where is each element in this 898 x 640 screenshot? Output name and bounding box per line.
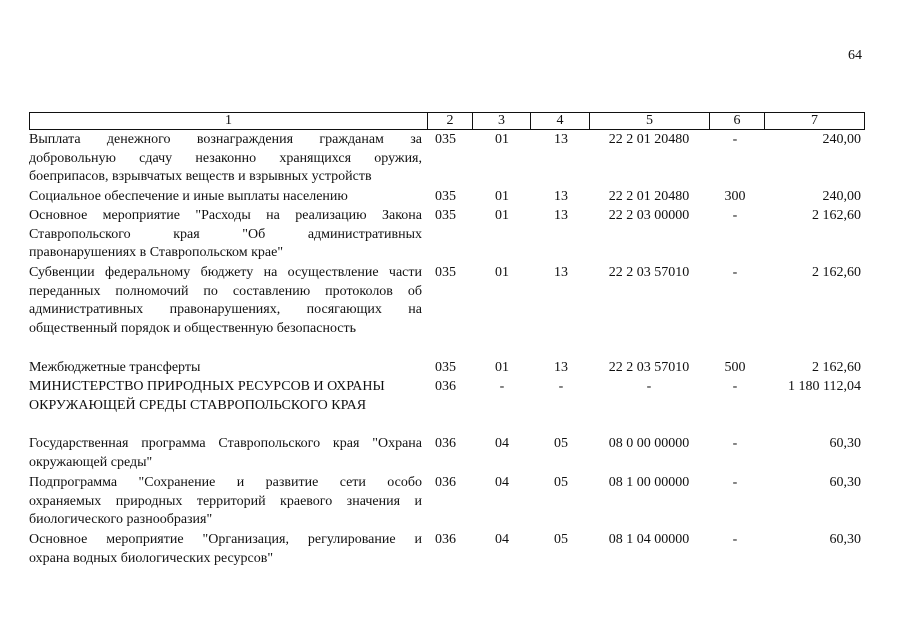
expense-type-code: - (732, 532, 738, 547)
row-name (29, 359, 422, 378)
section-code: 04 (495, 475, 509, 490)
ministry-code: 036 (435, 532, 456, 547)
target-item-code: - (646, 379, 652, 394)
row-name (29, 264, 422, 338)
target-item-code: 08 1 04 00000 (608, 532, 690, 547)
name-line: Подпрограмма "Сохранение и развитие сети особо (29, 475, 422, 490)
name-line: охраняемых природных территорий краевого значения и (29, 493, 422, 509)
target-item-code: 22 2 01 20480 (608, 132, 690, 147)
name-line: Ставропольского края "Об административных (29, 226, 422, 242)
row-name (29, 531, 422, 568)
section-code: 01 (495, 360, 509, 375)
name-line: переданных полномочий по составлению протоколов об (29, 283, 422, 299)
expense-type-code: - (732, 379, 738, 394)
name-line: добровольную сдачу незаконно хранящихся оружия, (29, 150, 422, 166)
header-col-6: 6 (710, 113, 765, 129)
subsection-code: 13 (554, 360, 568, 375)
subsection-code: 13 (554, 189, 568, 204)
header-col-5: 5 (590, 113, 710, 129)
section-code: 04 (495, 436, 509, 451)
header-col-1: 1 (30, 113, 428, 129)
subsection-code: 05 (554, 436, 568, 451)
name-line: охрана водных биологических ресурсов" (29, 550, 274, 566)
amount: 1 180 112,04 (788, 379, 861, 394)
name-line: биологического разнообразия" (29, 512, 213, 527)
amount: 60,30 (829, 436, 861, 451)
page-number: 64 (848, 48, 862, 63)
name-line: Субвенции федеральному бюджету на осуществление части (29, 265, 422, 280)
name-line: общественный порядок и общественную безопасность (29, 320, 357, 336)
target-item-code: 22 2 03 00000 (608, 208, 690, 223)
ministry-code: 035 (435, 132, 456, 147)
subsection-code: 05 (554, 532, 568, 547)
subsection-code: - (558, 379, 564, 394)
amount: 2 162,60 (812, 208, 861, 223)
header-col-3: 3 (473, 113, 531, 129)
section-code: 01 (495, 265, 509, 280)
section-code: - (499, 379, 505, 394)
section-code: 01 (495, 132, 509, 147)
expense-type-code: - (732, 475, 738, 490)
amount: 2 162,60 (812, 265, 861, 280)
name-line: ОКРУЖАЮЩЕЙ СРЕДЫ СТАВРОПОЛЬСКОГО КРАЯ (29, 397, 367, 413)
name-line: Основное мероприятие "Организация, регулирование и (29, 532, 422, 547)
expense-type-code: 500 (724, 360, 746, 375)
subsection-code: 13 (554, 132, 568, 147)
row-name (29, 207, 422, 263)
row-name (29, 435, 422, 472)
expense-type-code: 300 (724, 189, 746, 204)
subsection-code: 13 (554, 265, 568, 280)
amount: 60,30 (829, 532, 861, 547)
subsection-code: 05 (554, 475, 568, 490)
amount: 240,00 (822, 132, 861, 147)
name-line: Основное мероприятие "Расходы на реализацию Закона (29, 208, 422, 223)
expense-type-code: - (732, 132, 738, 147)
row-name (29, 188, 422, 207)
target-item-code: 22 2 03 57010 (608, 265, 690, 280)
name-line: административных правонарушениях, посягающих на (29, 302, 422, 317)
row-name (29, 378, 422, 415)
ministry-code: 035 (435, 265, 456, 280)
section-code: 01 (495, 189, 509, 204)
name-line: правонарушениях в Ставропольском крае" (29, 245, 284, 260)
target-item-code: 08 0 00 00000 (608, 436, 690, 451)
name-line: боеприпасов, взрывчатых веществ и взрывных устройств (29, 169, 372, 184)
name-line: МИНИСТЕРСТВО ПРИРОДНЫХ РЕСУРСОВ И ОХРАНЫ (29, 379, 385, 394)
ministry-code: 035 (435, 360, 456, 375)
expense-type-code: - (732, 208, 738, 223)
expense-type-code: - (732, 265, 738, 280)
ministry-code: 035 (435, 189, 456, 204)
amount: 240,00 (822, 189, 861, 204)
row-name (29, 474, 422, 530)
row-name (29, 131, 422, 187)
name-line: окружающей среды" (29, 454, 153, 470)
ministry-code: 035 (435, 208, 456, 223)
section-code: 01 (495, 208, 509, 223)
header-col-7: 7 (811, 113, 818, 128)
name-line: Межбюджетные трансферты (29, 360, 201, 375)
target-item-code: 22 2 03 57010 (608, 360, 690, 375)
target-item-code: 22 2 01 20480 (608, 189, 690, 204)
section-code: 04 (495, 532, 509, 547)
header-col-2: 2 (428, 113, 473, 129)
target-item-code: 08 1 00 00000 (608, 475, 690, 490)
ministry-code: 036 (435, 379, 456, 394)
table-header (29, 112, 865, 130)
amount: 60,30 (829, 475, 861, 490)
name-line: Государственная программа Ставропольского края "Охрана (29, 436, 422, 451)
subsection-code: 13 (554, 208, 568, 223)
name-line: Социальное обеспечение и иные выплаты населению (29, 189, 348, 204)
ministry-code: 036 (435, 436, 456, 451)
amount: 2 162,60 (812, 360, 861, 375)
name-line: Выплата денежного вознаграждения гражданам за (29, 132, 422, 147)
expense-type-code: - (732, 436, 738, 451)
header-col-4: 4 (531, 113, 590, 129)
ministry-code: 036 (435, 475, 456, 490)
